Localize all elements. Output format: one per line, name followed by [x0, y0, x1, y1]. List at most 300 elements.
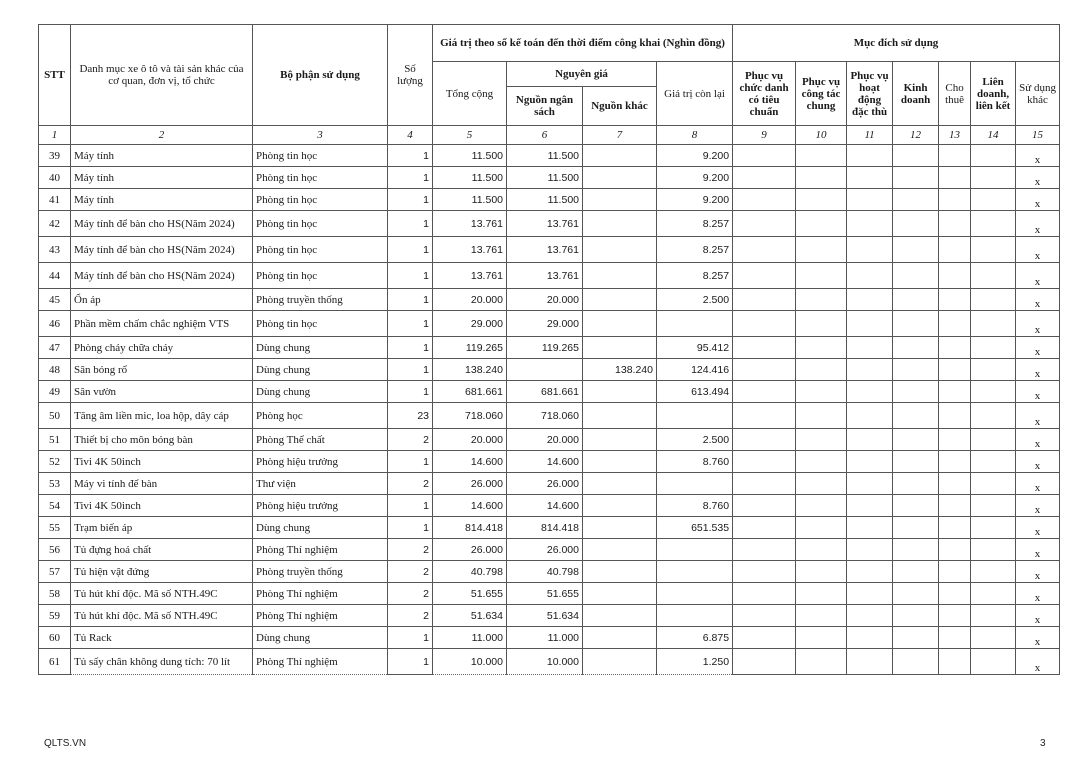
- row-purpose-13: [939, 167, 971, 189]
- row-remaining-value: 2.500: [657, 429, 733, 451]
- row-stt: 47: [39, 337, 71, 359]
- table-row: [39, 359, 1060, 381]
- row-department: Dùng chung: [253, 381, 388, 403]
- row-purpose-11: [847, 403, 893, 429]
- row-budget-source: 29.000: [507, 311, 583, 337]
- row-asset-name: Sân bóng rổ: [71, 359, 253, 381]
- row-purpose-10: [796, 211, 847, 237]
- page-number: 3: [1040, 738, 1046, 749]
- row-budget-source: 10.000: [507, 649, 583, 675]
- row-purpose-15-mark: x: [1016, 517, 1060, 539]
- row-budget-source: 14.600: [507, 495, 583, 517]
- column-number-row: [39, 126, 1060, 145]
- row-purpose-15-mark: x: [1016, 451, 1060, 473]
- header-dept: Bộ phận sử dụng: [253, 25, 388, 126]
- table-row: [39, 403, 1060, 429]
- row-purpose-11: [847, 451, 893, 473]
- table-body: [39, 145, 1060, 675]
- row-purpose-12: [893, 381, 939, 403]
- table-row: [39, 539, 1060, 561]
- row-budget-source: 20.000: [507, 429, 583, 451]
- row-purpose-14: [971, 263, 1016, 289]
- row-asset-name: Phòng cháy chữa cháy: [71, 337, 253, 359]
- column-number: 9: [733, 126, 796, 145]
- row-purpose-14: [971, 583, 1016, 605]
- row-purpose-12: [893, 237, 939, 263]
- header-purpose-10: Phục vụ công tác chung: [796, 62, 847, 126]
- row-department: Phòng tin học: [253, 237, 388, 263]
- row-remaining-value: [657, 539, 733, 561]
- row-purpose-11: [847, 649, 893, 675]
- column-number: 6: [507, 126, 583, 145]
- row-remaining-value: 613.494: [657, 381, 733, 403]
- row-stt: 48: [39, 359, 71, 381]
- row-asset-name: Máy tính để bàn cho HS(Năm 2024): [71, 211, 253, 237]
- row-purpose-9: [733, 473, 796, 495]
- row-budget-source: 26.000: [507, 539, 583, 561]
- row-purpose-13: [939, 263, 971, 289]
- table-row: [39, 473, 1060, 495]
- row-purpose-11: [847, 189, 893, 211]
- row-purpose-11: [847, 605, 893, 627]
- row-remaining-value: 6.875: [657, 627, 733, 649]
- row-quantity: 1: [388, 517, 433, 539]
- row-quantity: 1: [388, 189, 433, 211]
- row-purpose-11: [847, 627, 893, 649]
- row-purpose-12: [893, 311, 939, 337]
- row-department: Phòng tin học: [253, 145, 388, 167]
- row-purpose-12: [893, 473, 939, 495]
- row-budget-source: [507, 359, 583, 381]
- row-quantity: 2: [388, 583, 433, 605]
- row-purpose-12: [893, 649, 939, 675]
- row-budget-source: 681.661: [507, 381, 583, 403]
- row-remaining-value: [657, 561, 733, 583]
- row-budget-source: 13.761: [507, 237, 583, 263]
- row-purpose-10: [796, 289, 847, 311]
- row-purpose-11: [847, 517, 893, 539]
- row-purpose-14: [971, 337, 1016, 359]
- row-purpose-12: [893, 289, 939, 311]
- row-department: Phòng học: [253, 403, 388, 429]
- row-total: 13.761: [433, 237, 507, 263]
- row-remaining-value: [657, 403, 733, 429]
- row-total: 13.761: [433, 263, 507, 289]
- row-purpose-9: [733, 605, 796, 627]
- row-purpose-12: [893, 211, 939, 237]
- row-purpose-14: [971, 451, 1016, 473]
- row-purpose-12: [893, 561, 939, 583]
- column-number: 7: [583, 126, 657, 145]
- row-department: Phòng Thí nghiệm: [253, 539, 388, 561]
- column-number: 13: [939, 126, 971, 145]
- row-total: 14.600: [433, 495, 507, 517]
- row-purpose-9: [733, 561, 796, 583]
- row-purpose-15-mark: x: [1016, 583, 1060, 605]
- row-purpose-15-mark: x: [1016, 649, 1060, 675]
- row-other-source: [583, 237, 657, 263]
- row-other-source: [583, 473, 657, 495]
- asset-table: [38, 24, 1060, 675]
- row-asset-name: Tủ sấy chân không dung tích: 70 lít: [71, 649, 253, 675]
- row-purpose-12: [893, 263, 939, 289]
- row-department: Phòng hiệu trưởng: [253, 495, 388, 517]
- row-other-source: [583, 289, 657, 311]
- row-quantity: 1: [388, 237, 433, 263]
- row-purpose-12: [893, 337, 939, 359]
- row-purpose-11: [847, 145, 893, 167]
- header-other-source: Nguồn khác: [583, 87, 657, 126]
- row-purpose-13: [939, 337, 971, 359]
- row-asset-name: Phần mềm chấm chắc nghiệm VTS: [71, 311, 253, 337]
- row-purpose-10: [796, 381, 847, 403]
- row-asset-name: Tăng âm liền mic, loa hộp, dây cáp: [71, 403, 253, 429]
- row-remaining-value: [657, 583, 733, 605]
- table-row: [39, 311, 1060, 337]
- row-total: 51.655: [433, 583, 507, 605]
- row-stt: 40: [39, 167, 71, 189]
- row-total: 11.500: [433, 167, 507, 189]
- row-other-source: [583, 263, 657, 289]
- row-purpose-14: [971, 561, 1016, 583]
- row-purpose-15-mark: x: [1016, 539, 1060, 561]
- row-purpose-14: [971, 605, 1016, 627]
- row-quantity: 1: [388, 359, 433, 381]
- row-quantity: 2: [388, 561, 433, 583]
- row-purpose-14: [971, 211, 1016, 237]
- row-purpose-15-mark: x: [1016, 263, 1060, 289]
- header-purpose-11: Phục vụ hoạt động đặc thù: [847, 62, 893, 126]
- row-purpose-12: [893, 517, 939, 539]
- row-department: Phòng tin học: [253, 263, 388, 289]
- row-budget-source: 14.600: [507, 451, 583, 473]
- row-budget-source: 814.418: [507, 517, 583, 539]
- row-total: 13.761: [433, 211, 507, 237]
- row-purpose-9: [733, 289, 796, 311]
- row-purpose-13: [939, 429, 971, 451]
- row-stt: 54: [39, 495, 71, 517]
- row-purpose-12: [893, 605, 939, 627]
- row-stt: 56: [39, 539, 71, 561]
- row-purpose-12: [893, 539, 939, 561]
- row-quantity: 2: [388, 539, 433, 561]
- row-department: Dùng chung: [253, 517, 388, 539]
- row-budget-source: 13.761: [507, 211, 583, 237]
- row-purpose-10: [796, 311, 847, 337]
- row-total: 29.000: [433, 311, 507, 337]
- row-total: 681.661: [433, 381, 507, 403]
- row-remaining-value: [657, 473, 733, 495]
- header-origin-group: Nguyên giá: [507, 62, 657, 87]
- row-asset-name: Tivi 4K 50inch: [71, 495, 253, 517]
- row-department: Phòng tin học: [253, 167, 388, 189]
- header-qty: Số lượng: [388, 25, 433, 126]
- row-department: Thư viện: [253, 473, 388, 495]
- header-purpose-13: Cho thuê: [939, 62, 971, 126]
- row-other-source: [583, 561, 657, 583]
- row-purpose-10: [796, 451, 847, 473]
- row-stt: 44: [39, 263, 71, 289]
- row-asset-name: Sân vườn: [71, 381, 253, 403]
- row-purpose-9: [733, 627, 796, 649]
- row-budget-source: 11.500: [507, 189, 583, 211]
- row-stt: 46: [39, 311, 71, 337]
- row-other-source: [583, 495, 657, 517]
- row-budget-source: 718.060: [507, 403, 583, 429]
- column-number: 14: [971, 126, 1016, 145]
- header-purpose-14: Liên doanh, liên kết: [971, 62, 1016, 126]
- row-budget-source: 26.000: [507, 473, 583, 495]
- row-total: 11.500: [433, 145, 507, 167]
- row-purpose-12: [893, 359, 939, 381]
- row-quantity: 23: [388, 403, 433, 429]
- row-total: 11.500: [433, 189, 507, 211]
- row-purpose-15-mark: x: [1016, 627, 1060, 649]
- row-other-source: [583, 189, 657, 211]
- row-purpose-9: [733, 451, 796, 473]
- row-budget-source: 119.265: [507, 337, 583, 359]
- row-quantity: 1: [388, 337, 433, 359]
- row-purpose-11: [847, 289, 893, 311]
- header-stt: STT: [39, 25, 71, 126]
- row-purpose-11: [847, 263, 893, 289]
- column-number: 1: [39, 126, 71, 145]
- row-purpose-14: [971, 539, 1016, 561]
- column-number: 8: [657, 126, 733, 145]
- row-purpose-10: [796, 403, 847, 429]
- row-purpose-9: [733, 263, 796, 289]
- row-purpose-11: [847, 473, 893, 495]
- row-purpose-14: [971, 403, 1016, 429]
- row-other-source: [583, 403, 657, 429]
- row-purpose-13: [939, 561, 971, 583]
- row-purpose-15-mark: x: [1016, 337, 1060, 359]
- row-purpose-14: [971, 167, 1016, 189]
- row-other-source: [583, 539, 657, 561]
- row-total: 20.000: [433, 289, 507, 311]
- row-stt: 43: [39, 237, 71, 263]
- row-purpose-13: [939, 473, 971, 495]
- row-remaining-value: 1.250: [657, 649, 733, 675]
- row-purpose-14: [971, 381, 1016, 403]
- column-number: 2: [71, 126, 253, 145]
- row-asset-name: Tủ hút khí độc. Mã số NTH.49C: [71, 605, 253, 627]
- row-purpose-12: [893, 145, 939, 167]
- row-stt: 42: [39, 211, 71, 237]
- row-stt: 55: [39, 517, 71, 539]
- column-number: 4: [388, 126, 433, 145]
- row-purpose-10: [796, 189, 847, 211]
- table-row: [39, 381, 1060, 403]
- row-asset-name: Máy tính để bàn cho HS(Năm 2024): [71, 237, 253, 263]
- row-purpose-10: [796, 539, 847, 561]
- row-purpose-13: [939, 583, 971, 605]
- table-row: [39, 237, 1060, 263]
- row-purpose-11: [847, 495, 893, 517]
- row-asset-name: Máy tính để bàn cho HS(Năm 2024): [71, 263, 253, 289]
- row-purpose-15-mark: x: [1016, 189, 1060, 211]
- row-purpose-10: [796, 237, 847, 263]
- row-purpose-15-mark: x: [1016, 145, 1060, 167]
- header-purpose-12: Kinh doanh: [893, 62, 939, 126]
- row-remaining-value: 8.257: [657, 263, 733, 289]
- table-row: [39, 263, 1060, 289]
- row-purpose-15-mark: x: [1016, 311, 1060, 337]
- row-stt: 61: [39, 649, 71, 675]
- header-purpose-15: Sử dụng khác: [1016, 62, 1060, 126]
- row-purpose-11: [847, 561, 893, 583]
- row-purpose-13: [939, 495, 971, 517]
- row-purpose-13: [939, 403, 971, 429]
- row-asset-name: Tủ hút khí độc. Mã số NTH.49C: [71, 583, 253, 605]
- row-purpose-9: [733, 167, 796, 189]
- column-number: 11: [847, 126, 893, 145]
- row-department: Dùng chung: [253, 627, 388, 649]
- row-purpose-11: [847, 167, 893, 189]
- row-purpose-10: [796, 167, 847, 189]
- row-department: Phòng Thí nghiệm: [253, 649, 388, 675]
- row-purpose-11: [847, 211, 893, 237]
- row-purpose-13: [939, 145, 971, 167]
- row-department: Phòng truyền thống: [253, 289, 388, 311]
- row-total: 14.600: [433, 451, 507, 473]
- row-purpose-13: [939, 627, 971, 649]
- row-purpose-14: [971, 359, 1016, 381]
- table-row: [39, 649, 1060, 675]
- row-purpose-14: [971, 145, 1016, 167]
- row-purpose-10: [796, 517, 847, 539]
- row-total: 814.418: [433, 517, 507, 539]
- row-purpose-12: [893, 403, 939, 429]
- row-quantity: 1: [388, 649, 433, 675]
- row-purpose-10: [796, 473, 847, 495]
- row-asset-name: Tủ hiện vật đứng: [71, 561, 253, 583]
- row-other-source: [583, 311, 657, 337]
- row-purpose-12: [893, 583, 939, 605]
- row-stt: 58: [39, 583, 71, 605]
- row-purpose-9: [733, 189, 796, 211]
- row-asset-name: Tủ đựng hoá chất: [71, 539, 253, 561]
- row-remaining-value: 8.257: [657, 237, 733, 263]
- row-purpose-13: [939, 311, 971, 337]
- row-purpose-9: [733, 337, 796, 359]
- row-budget-source: 40.798: [507, 561, 583, 583]
- row-stt: 53: [39, 473, 71, 495]
- row-total: 10.000: [433, 649, 507, 675]
- table-row: [39, 451, 1060, 473]
- row-purpose-13: [939, 189, 971, 211]
- header-total: Tổng cộng: [433, 62, 507, 126]
- row-other-source: [583, 627, 657, 649]
- row-remaining-value: 8.257: [657, 211, 733, 237]
- header-value-group: Giá trị theo sổ kế toán đến thời điểm công khai (Nghìn đồng): [433, 25, 733, 62]
- row-stt: 45: [39, 289, 71, 311]
- row-budget-source: 13.761: [507, 263, 583, 289]
- row-other-source: [583, 167, 657, 189]
- table-row: [39, 517, 1060, 539]
- row-purpose-13: [939, 605, 971, 627]
- row-purpose-14: [971, 495, 1016, 517]
- row-quantity: 1: [388, 495, 433, 517]
- row-stt: 57: [39, 561, 71, 583]
- row-purpose-13: [939, 359, 971, 381]
- row-purpose-15-mark: x: [1016, 359, 1060, 381]
- row-other-source: [583, 649, 657, 675]
- row-asset-name: Máy tính: [71, 145, 253, 167]
- row-purpose-14: [971, 311, 1016, 337]
- table-row: [39, 189, 1060, 211]
- row-purpose-14: [971, 429, 1016, 451]
- row-purpose-15-mark: x: [1016, 429, 1060, 451]
- row-purpose-10: [796, 605, 847, 627]
- row-purpose-13: [939, 211, 971, 237]
- table-row: [39, 429, 1060, 451]
- row-other-source: [583, 583, 657, 605]
- row-purpose-11: [847, 311, 893, 337]
- row-total: 20.000: [433, 429, 507, 451]
- row-purpose-13: [939, 451, 971, 473]
- row-quantity: 1: [388, 311, 433, 337]
- row-department: Phòng Thí nghiệm: [253, 583, 388, 605]
- row-purpose-14: [971, 649, 1016, 675]
- row-total: 138.240: [433, 359, 507, 381]
- row-remaining-value: 9.200: [657, 189, 733, 211]
- row-purpose-11: [847, 381, 893, 403]
- row-purpose-9: [733, 517, 796, 539]
- row-total: 40.798: [433, 561, 507, 583]
- row-remaining-value: 651.535: [657, 517, 733, 539]
- row-stt: 52: [39, 451, 71, 473]
- row-purpose-9: [733, 539, 796, 561]
- row-purpose-12: [893, 451, 939, 473]
- row-other-source: [583, 381, 657, 403]
- header-purpose-9: Phục vụ chức danh có tiêu chuẩn: [733, 62, 796, 126]
- row-department: Phòng truyền thống: [253, 561, 388, 583]
- row-purpose-11: [847, 583, 893, 605]
- table-row: [39, 627, 1060, 649]
- row-purpose-10: [796, 337, 847, 359]
- row-purpose-9: [733, 403, 796, 429]
- row-remaining-value: 9.200: [657, 145, 733, 167]
- row-stt: 49: [39, 381, 71, 403]
- row-budget-source: 51.655: [507, 583, 583, 605]
- row-remaining-value: 9.200: [657, 167, 733, 189]
- row-remaining-value: [657, 311, 733, 337]
- row-purpose-15-mark: x: [1016, 167, 1060, 189]
- row-purpose-10: [796, 583, 847, 605]
- row-purpose-9: [733, 381, 796, 403]
- table-header: [39, 25, 1060, 126]
- row-purpose-13: [939, 381, 971, 403]
- row-purpose-13: [939, 539, 971, 561]
- row-other-source: [583, 605, 657, 627]
- table-row: [39, 561, 1060, 583]
- row-budget-source: 11.000: [507, 627, 583, 649]
- row-purpose-15-mark: x: [1016, 237, 1060, 263]
- row-department: Phòng tin học: [253, 211, 388, 237]
- row-other-source: [583, 337, 657, 359]
- row-asset-name: Ổn áp: [71, 289, 253, 311]
- row-quantity: 2: [388, 473, 433, 495]
- row-department: Phòng tin học: [253, 189, 388, 211]
- row-purpose-14: [971, 473, 1016, 495]
- row-quantity: 1: [388, 289, 433, 311]
- column-number: 10: [796, 126, 847, 145]
- header-name: Danh mục xe ô tô và tài sản khác của cơ quan, đơn vị, tổ chức: [71, 25, 253, 126]
- row-purpose-15-mark: x: [1016, 473, 1060, 495]
- row-other-source: [583, 429, 657, 451]
- row-purpose-10: [796, 359, 847, 381]
